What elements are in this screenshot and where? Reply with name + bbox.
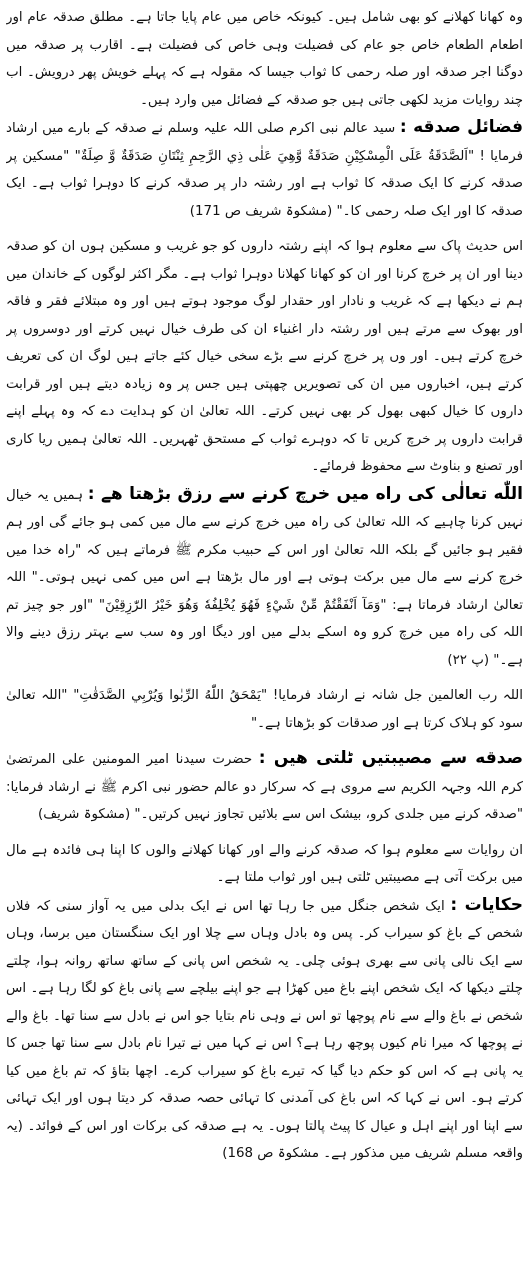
section-fazail-sadqa [6,114,523,225]
section-body: ایک شخص جنگل میں جا رہا تھا اس نے ایک بدلی میں یہ آواز سنی کہ فلاں شخص کے باغ کو سیراب کر۔ پس وہ بادل وہاں سے چلا اور ایک سنگستان میں برسا، وہاں سے ایک نالی پانی سے بھری ہوئی چلی۔ یہ شخص اس پانی کے ساتھ ساتھ روانہ ہوا، چلتے چلتے دیکھا کہ ایک شخص اپنے باغ میں کھڑا ہے جو اپنے بیلچے سے پانی باغ کو لگا رہا ہے۔ اس شخص نے باغ والے سے نام پوچھا تو اس نے وہی نام بتایا جو اس نے بادل سے سنا تھا۔ باغ والے نے پوچھا کہ میرا نام کیوں پوچھ رہا ہے؟ اس نے کہا میں نے تیرا نام بادل سے سنا تھا جس کا یہ پانی ہے کہ اس کو حکم دیا گیا کہ تیرے باغ کو سیراب کرے۔ اچھا بتاؤ کہ تم باغ میں کیا کرتے ہو۔ اس نے کہا کہ اس باغ کی آمدنی کا تہائی حصہ صدقہ کر دیتا ہوں اور ایک تہائی سے اپنا اور اپنے اہل و عیال کا پیٹ پالتا ہوں۔ یہ ہے صدقہ کی برکات اور اس کے فوائد۔ (یہ واقعہ مسلم شریف میں مذکور ہے۔ مشکوۃ ص 168) [6,898,523,1161]
intro-paragraph: وہ کھانا کھلانے کو بھی شامل ہیں۔ کیونکہ خاص میں عام پایا جاتا ہے۔ مطلق صدقہ عام اور اطعام الطعام خاص جو عام کی فضیلت وہی خاص کی فضیلت ہے۔ اقارب پر صدقہ میں دوگنا اجر صدقہ اور صلہ رحمی کا ثواب جیسا کہ مقولہ ہے کہ پہلے خویش پھر درویش۔ اب چند روایات مزید لکھی جاتی ہیں جو صدقہ کے فضائل میں وارد ہیں۔ [6,10,523,108]
section-hikayat [6,892,523,1168]
section-rizq [6,481,523,675]
section-heading: صدقه سے مصیبتیں ٹلتی هیں : [258,748,523,768]
document-page [6,4,523,1254]
section-body-paragraph: ان روایات سے معلوم ہوا کہ صدقہ کرنے والے اور کھانا کھلانے والوں کا اپنا ہی فائدہ ہے مال میں برکت آتی ہے مصیبتیں ٹلتی ہیں اور ثواب ملتا ہے۔ [6,842,523,885]
section-body-paragraph: اللہ رب العالمین جل شانہ نے ارشاد فرمایا! "يَمْحَقُ اللّٰهُ الرِّبٰوا وَيُرْبِي الصَّدَقٰتِ" "اللہ تعالیٰ سود کو ہلاک کرتا ہے اور صدقات کو بڑھاتا ہے۔" [6,688,523,731]
section-heading: فضائل صدقه : [399,117,523,137]
section-body: سید عالم نبی اکرم صلی اللہ علیہ وسلم نے صدقہ کے بارے میں ارشاد فرمایا ! "اَلصَّدَقَةُ عَلَى الْمِسْكِيْنِ صَدَقَةٌ وَّهِيَ عَلٰى ذِي الرَّحِمِ ثِنْتَانِ صَدَقَةٌ وَّ صِلَةٌ" "مسکین پر صدقہ کرنے کا ایک صدقہ کا ثواب ہے اور رشتہ دار پر صدقہ کرنے کا دوہرا ثواب ہے۔ ایک صدقہ کا اور ایک صلہ رحمی کا۔" (مشکوۃ شریف ص 171) [6,121,523,219]
section-musibatein [6,745,523,829]
section-body: ہمیں یہ خیال نہیں کرنا چاہیے کہ اللہ تعالیٰ کی راہ میں خرچ کرنے سے مال میں کمی ہو جائے گی اور ہم فقیر ہو جائیں گے بلکہ اللہ تعالیٰ اور اس کے حبیب مکرم ﷺ فرماتے ہیں کہ "راہ خدا میں خرچ کرنے سے مال میں برکت ہوتی ہے اور مال بڑھتا ہے اس میں کمی نہیں ہوتی۔" اللہ تعالیٰ ارشاد فرماتا ہے: "وَمَآ اَنْفَقْتُمْ مِّنْ شَيْءٍ فَهُوَ يُخْلِفُهٗ وَهُوَ خَيْرُ الرّٰزِقِيْنَ" "اور جو چیز تم اللہ کی راہ میں خرچ کرو وہ اسکے بدلے میں اور دیگا اور وہ سب سے بہتر رزق دینے والا ہے۔" (پ ۲۲) [6,487,523,668]
section-body-paragraph: اس حدیث پاک سے معلوم ہوا کہ اپنے رشتہ داروں کو جو غریب و مسکین ہوں ان کو صدقہ دینا اور ان پر خرچ کرنا اور ان کو کھانا کھلانا دوہرا ثواب ہے۔ مگر اکثر لوگوں کے خاندان میں ہم نے دیکھا ہے کہ غریب و نادار اور حقدار لوگ موجود ہوتے ہیں اور وہ مبتلائے فقر و فاقہ اور بھوک سے مرتے ہیں اور رشتہ دار اغنیاء ان کی طرف خیال نہیں کرتے اور دوسروں پر خرچ کرتے ہیں۔ اور وں پر خرچ کرنے سے بڑے سخی خیال کئے جاتے ہیں لوگ ان کی تعریف کرتے ہیں، اخباروں میں ان کی تصویریں چھپتی ہیں جس پر وہ زیادہ دیتے ہیں اور قرابت داروں کا خیال کبھی بھول کر بھی نہیں کرتے۔ اللہ تعالیٰ ان کو ہدایت دے کہ وہ پہلے اپنے قرابت داروں پر خرچ کریں تا کہ دوہرے ثواب کے مستحق ٹھہریں۔ اللہ تعالیٰ ہمیں ریا کاری اور تصنع و بناوٹ سے محفوظ فرمائے۔ [6,239,523,474]
section-heading: اللّٰه تعالٰی کی راه میں خرچ کرنے سے رزق بڑهتا هے : [87,483,523,504]
section-body: حضرت سیدنا امیر المومنین علی المرتضیٰ کرم اللہ وجہہ الکریم سے مروی ہے کہ سرکار دو عالم حضور نبی اکرم ﷺ نے ارشاد فرمایا: "صدقہ کرنے میں جلدی کرو، بیشک اس سے بلائیں تجاوز نہیں کرتیں۔" (مشکوۃ شریف) [6,752,523,822]
section-heading: حکایات : [450,894,523,915]
